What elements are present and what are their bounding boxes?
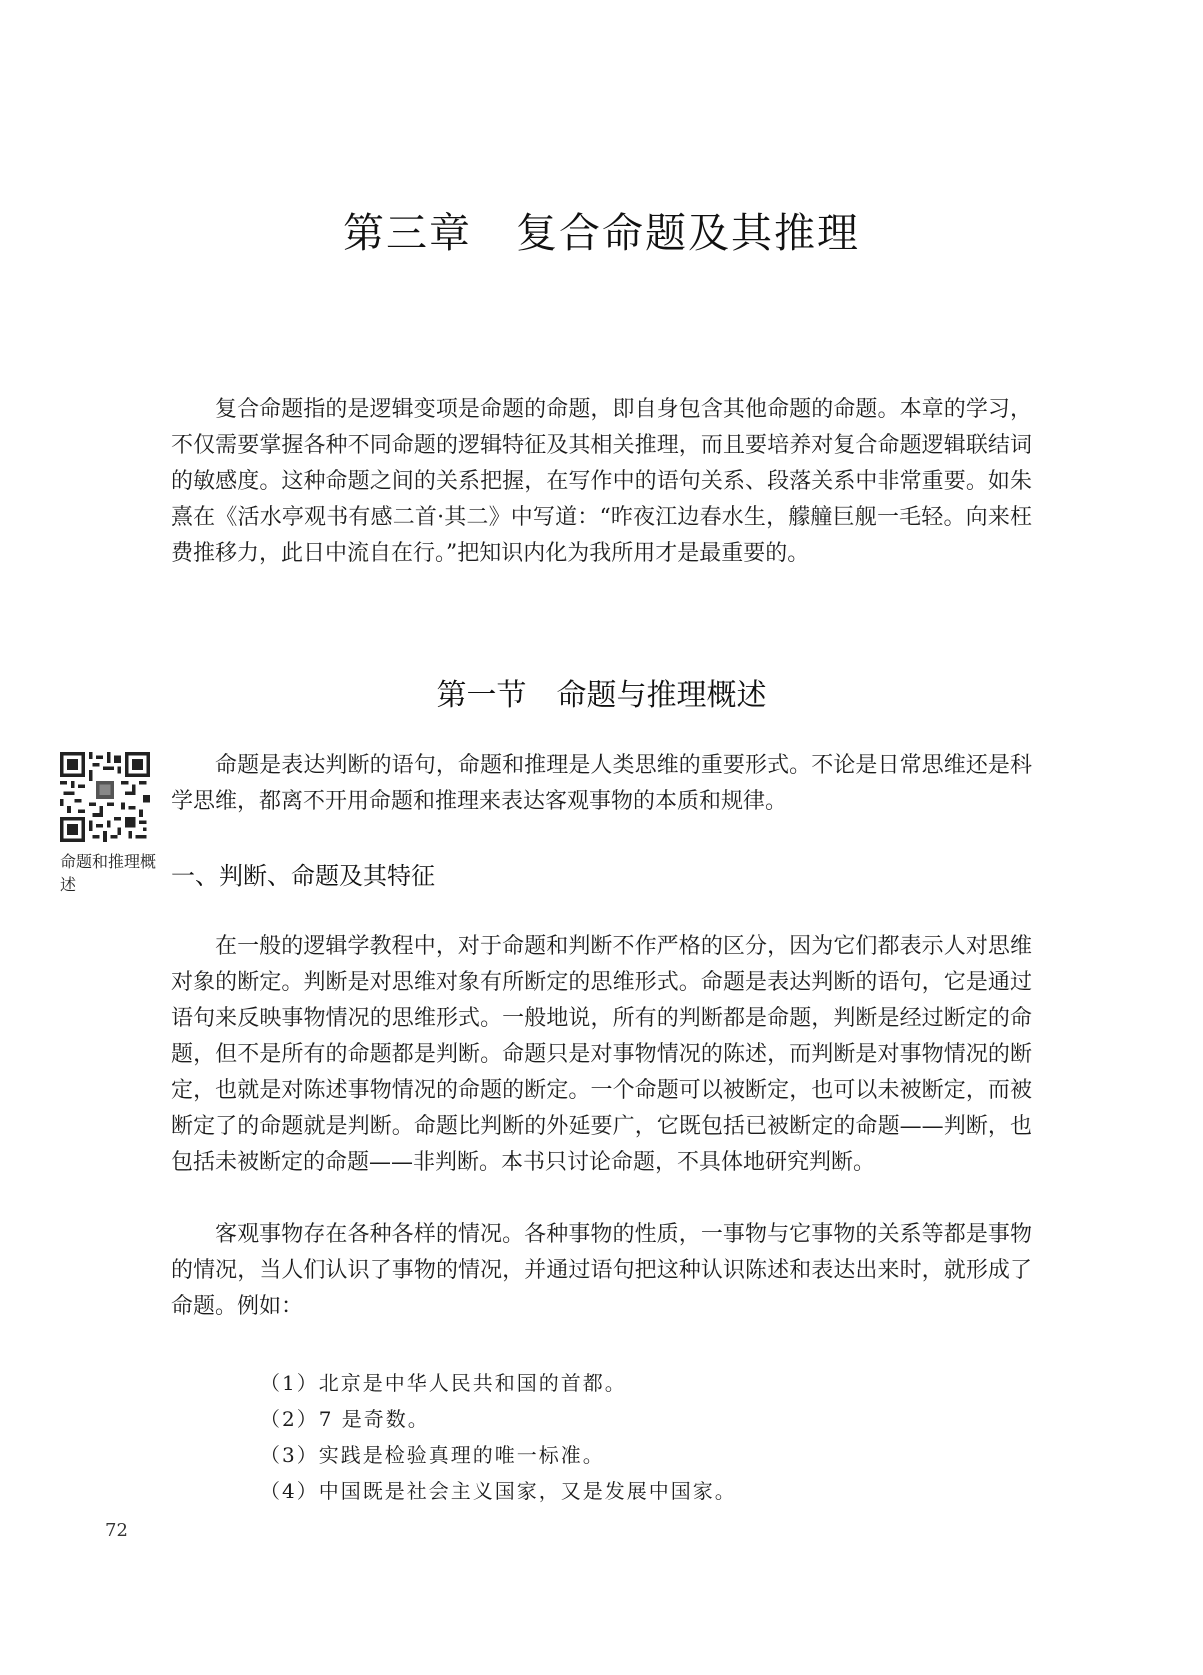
section-name: 命题与推理概述 [556, 678, 767, 713]
example-item: （3）实践是检验真理的唯一标准。 [260, 1443, 605, 1467]
chapter-number: 第三章 [343, 209, 472, 257]
section-number: 第一节 [436, 678, 527, 713]
chapter-name: 复合命题及其推理 [516, 209, 860, 257]
example-item: （4）中国既是社会主义国家，又是发展中国家。 [260, 1479, 737, 1503]
page-number: 72 [105, 1520, 128, 1541]
example-list [260, 1365, 737, 1509]
section-title [0, 670, 1203, 714]
chapter-title [0, 200, 1203, 259]
subsection-heading: 一、判断、命题及其特征 [171, 862, 435, 890]
example-item: （1）北京是中华人民共和国的首都。 [260, 1371, 627, 1395]
example-item: （2）7 是奇数。 [260, 1407, 430, 1431]
qr-code-icon[interactable] [60, 752, 150, 842]
qr-caption: 命题和推理概述 [60, 852, 157, 894]
chapter-intro-paragraph: 复合命题指的是逻辑变项是命题的命题，即自身包含其他命题的命题。本章的学习，不仅需要掌握各种不同命题的逻辑特征及其相关推理，而且要培养对复合命题逻辑联结词的敏感度。这种命题之间的关系把握，在写作中的语句关系、段落关系中非常重要。如朱熹在《活水亭观书有感二首·其二》中写道：“昨夜江边春水生，艨艟巨舰一毛轻。向来枉费推移力，此日中流自在行。”把知识内化为我所用才是最重要的。 [171, 397, 1032, 566]
body-paragraph: 在一般的逻辑学教程中，对于命题和判断不作严格的区分，因为它们都表示人对思维对象的断定。判断是对思维对象有所断定的思维形式。命题是表达判断的语句，它是通过语句来反映事物情况的思维形式。一般地说，所有的判断都是命题，判断是经过断定的命题，但不是所有的命题都是判断。命题只是对事物情况的陈述，而判断是对事物情况的断定，也就是对陈述事物情况的命题的断定。一个命题可以被断定，也可以未被断定，而被断定了的命题就是判断。命题比判断的外延要广，它既包括已被断定的命题——判断，也包括未被断定的命题——非判断。本书只讨论命题，不具体地研究判断。 [171, 934, 1032, 1175]
section-intro-paragraph: 命题是表达判断的语句，命题和推理是人类思维的重要形式。不论是日常思维还是科学思维，都离不开用命题和推理来表达客观事物的本质和规律。 [171, 753, 1032, 814]
body-paragraph: 客观事物存在各种各样的情况。各种事物的性质，一事物与它事物的关系等都是事物的情况，当人们认识了事物的情况，并通过语句把这种认识陈述和表达出来时，就形成了命题。例如： [171, 1222, 1032, 1319]
